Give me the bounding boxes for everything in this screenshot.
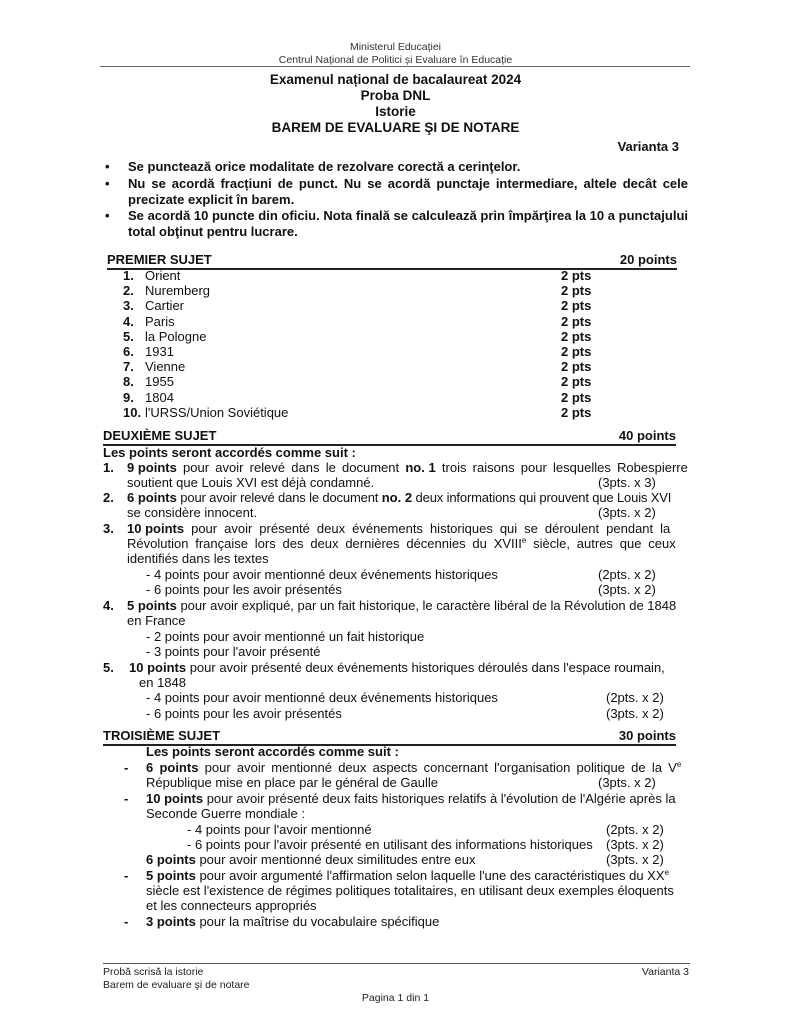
answer-text: la Pologne [145, 329, 207, 344]
dash-icon: - [124, 868, 129, 883]
rule-item [105, 176, 688, 208]
answer-item [123, 268, 180, 283]
item-points: 3 points [146, 914, 196, 929]
answer-item [123, 374, 174, 389]
answer-points: 2 pts [561, 405, 592, 420]
item-text: pour la maîtrise du vocabulaire spécifique [195, 914, 440, 929]
item-text: pour avoir expliqué, par un fait historique, le caractère libéral de la Révolution de 1848 [176, 598, 677, 613]
item-number: 1. [103, 460, 114, 475]
answer-text: Orient [145, 268, 181, 283]
sub-calc: (3pts. x 2) [606, 706, 664, 721]
header-ministry: Ministerul Educației [349, 41, 442, 53]
answer-text: Cartier [145, 298, 185, 313]
item-text: pour avoir présenté deux faits historiques relatifs à l'évolution de l'Algérie après la [203, 791, 676, 806]
sub-criterion: - 4 points pour avoir mentionné deux événements historiques [146, 690, 498, 705]
answer-text: 1955 [145, 374, 174, 389]
item-calc: (3pts. x 2) [598, 505, 656, 520]
item-number: 1. [123, 268, 134, 283]
sub-calc: (3pts. x 2) [598, 582, 656, 597]
answer-points: 2 pts [561, 314, 592, 329]
item-number: 9. [123, 390, 134, 405]
sub-criterion: - 2 points pour avoir mentionné un fait historique [146, 629, 425, 644]
criterion-extra [146, 852, 476, 867]
answer-text: Nuremberg [145, 283, 211, 298]
item-text-line: Seconde Guerre mondiale : [146, 806, 305, 821]
item-text: pour avoir relevé dans le document [176, 460, 406, 475]
answer-item [123, 329, 206, 344]
page-number: Pagina 1 din 1 [361, 992, 430, 1004]
header-divider [100, 66, 690, 67]
item-number: 4. [103, 598, 114, 613]
item-number: 2. [103, 490, 114, 505]
variant-label: Varianta 3 [617, 139, 679, 154]
answer-text: l'URSS/Union Soviétique [145, 405, 289, 420]
sub-criterion: - 4 points pour l'avoir mentionné [187, 822, 372, 837]
item-text: pour avoir présenté deux événements historiques qui se déroulent pendant la [184, 521, 671, 536]
item-points: 6 points [127, 490, 177, 505]
footer-divider [103, 963, 690, 964]
section-title: DEUXIÈME SUJET [103, 428, 217, 443]
document-ref: no. 1 [405, 460, 436, 475]
question-item [103, 521, 670, 536]
sub-criterion: - 3 points pour l'avoir présenté [146, 644, 321, 659]
answer-text: 1931 [145, 344, 174, 359]
bullet-icon: • [105, 176, 110, 191]
superscript: e [521, 536, 527, 545]
answer-item [123, 344, 174, 359]
answer-text: 1804 [145, 390, 174, 405]
question-item [103, 460, 688, 475]
exam-subject: Istorie [375, 104, 416, 119]
item-points: 6 points [146, 852, 196, 867]
section-intro: Les points seront accordés comme suit : [146, 744, 399, 759]
item-points: 5 points [146, 868, 196, 883]
answer-item [123, 298, 184, 313]
answer-item [123, 359, 185, 374]
criterion-item [146, 760, 681, 775]
item-text-line: en 1848 [139, 675, 186, 690]
item-number: 4. [123, 314, 134, 329]
item-text: pour avoir mentionné deux aspects concernant l'organisation politique de la V [198, 760, 677, 775]
document-ref: no. 2 [381, 490, 413, 505]
sub-criterion: - 6 points pour les avoir présentés [146, 706, 342, 721]
answer-points: 2 pts [561, 268, 592, 283]
sub-criterion: - 6 points pour l'avoir présenté en utilisant des informations historiques [187, 837, 593, 852]
item-calc: (3pts. x 2) [598, 775, 656, 790]
dash-icon: - [124, 914, 129, 929]
item-text-line: se considère innocent. [127, 505, 258, 520]
rule-item [105, 208, 688, 240]
item-text: pour avoir présenté deux événements historiques déroulés dans l'espace roumain, [186, 660, 665, 675]
answer-points: 2 pts [561, 374, 592, 389]
item-number: 7. [123, 359, 134, 374]
section-points: 40 points [618, 428, 676, 443]
item-text: siècle, autres que ceux [526, 536, 676, 551]
footer-left-1: Probă scrisă la istorie [103, 966, 204, 978]
item-text: pour avoir mentionné deux similitudes entre eux [195, 852, 476, 867]
item-text: trois raisons pour lesquelles Robespierre [435, 460, 688, 475]
superscript: e [664, 868, 669, 877]
section-intro: Les points seront accordés comme suit : [103, 445, 356, 460]
rule-text: Se punctează orice modalitate de rezolvare corectă a cerinţelor. [128, 159, 521, 174]
answer-text: Vienne [145, 359, 186, 374]
question-item [103, 598, 676, 613]
exam-proba: Proba DNL [360, 88, 431, 103]
answer-points: 2 pts [561, 344, 592, 359]
item-text-line: soutient que Louis XVI est déjà condamné. [127, 475, 375, 490]
item-text: pour avoir relevé dans le document [176, 490, 382, 505]
question-item [103, 490, 671, 505]
rule-text: Nu se acordă fracțiuni de punct. Nu se acordă punctaje intermediare, altele decât cele precizate explicit în barem. [128, 176, 688, 207]
item-points: 5 points [127, 598, 177, 613]
item-text-line: en France [127, 613, 186, 628]
item-text-line: identifiés dans les textes [127, 551, 269, 566]
sub-calc: (2pts. x 2) [598, 567, 656, 582]
section-points: 20 points [619, 252, 677, 267]
section-header-deuxieme [103, 428, 676, 446]
item-points: 10 points [146, 791, 204, 806]
sub-calc: (2pts. x 2) [606, 690, 664, 705]
item-text: Révolution française lors des deux dernières décennies du XVIII [127, 536, 522, 551]
item-points: 10 points [127, 521, 185, 536]
sub-criterion: - 4 points pour avoir mentionné deux événements historiques [146, 567, 498, 582]
criterion-item [146, 868, 669, 883]
answer-item [123, 390, 174, 405]
bullet-icon: • [105, 159, 110, 174]
question-item [103, 660, 665, 675]
item-number: 5. [123, 329, 134, 344]
sub-criterion: - 6 points pour les avoir présentés [146, 582, 342, 597]
item-text: deux informations qui prouvent que Louis XVI [412, 490, 672, 505]
item-number: 6. [123, 344, 134, 359]
item-number: 3. [103, 521, 114, 536]
answer-text: Paris [145, 314, 175, 329]
criterion-item [146, 791, 676, 806]
item-calc: (3pts. x 3) [598, 475, 656, 490]
item-text-line: et les connecteurs appropriés [146, 898, 317, 913]
dash-icon: - [124, 791, 129, 806]
answer-points: 2 pts [561, 390, 592, 405]
item-points: 6 points [146, 760, 199, 775]
item-points: 10 points [129, 660, 187, 675]
criterion-item [146, 914, 439, 929]
exam-title: Examenul național de bacalaureat 2024 [269, 72, 522, 87]
item-number: 10. [123, 405, 142, 420]
item-text: pour avoir argumenté l'affirmation selon laquelle l'une des caractéristiques du XX [195, 868, 665, 883]
item-calc: (3pts. x 2) [606, 852, 664, 867]
answer-points: 2 pts [561, 283, 592, 298]
footer-variant: Varianta 3 [641, 966, 689, 978]
answer-points: 2 pts [561, 298, 592, 313]
header-center: Centrul Național de Politici și Evaluare în Educație [278, 54, 513, 66]
answer-item [123, 283, 210, 298]
section-title: TROISIÈME SUJET [103, 728, 221, 743]
answer-item [123, 405, 288, 420]
item-text-line [127, 536, 676, 551]
item-text-line: République mise en place par le général de Gaulle [146, 775, 438, 790]
item-number: 2. [123, 283, 134, 298]
item-number: 5. [103, 660, 114, 675]
item-points: 9 points [127, 460, 177, 475]
rule-item [105, 159, 685, 175]
section-title: PREMIER SUJET [107, 252, 212, 267]
rule-text: Se acordă 10 puncte din oficiu. Nota finală se calculează prin împărţirea la 10 a punctajului total obţinut pentru lucrare. [128, 208, 688, 239]
sub-calc: (3pts. x 2) [606, 837, 664, 852]
dash-icon: - [124, 760, 129, 775]
sub-calc: (2pts. x 2) [606, 822, 664, 837]
item-text-line: siècle est l'existence de régimes politiques totalitaires, en utilisant deux exemples éloquents [146, 883, 674, 898]
footer-left-2: Barem de evaluare şi de notare [103, 979, 250, 991]
barem-title: BAREM DE EVALUARE ŞI DE NOTARE [271, 120, 520, 135]
answer-points: 2 pts [561, 329, 592, 344]
answer-points: 2 pts [561, 359, 592, 374]
bullet-icon: • [105, 208, 110, 223]
item-number: 8. [123, 374, 134, 389]
section-points: 30 points [618, 728, 676, 743]
section-header-premier [107, 252, 677, 270]
answer-item [123, 314, 175, 329]
item-number: 3. [123, 298, 134, 313]
superscript: e [676, 760, 682, 769]
